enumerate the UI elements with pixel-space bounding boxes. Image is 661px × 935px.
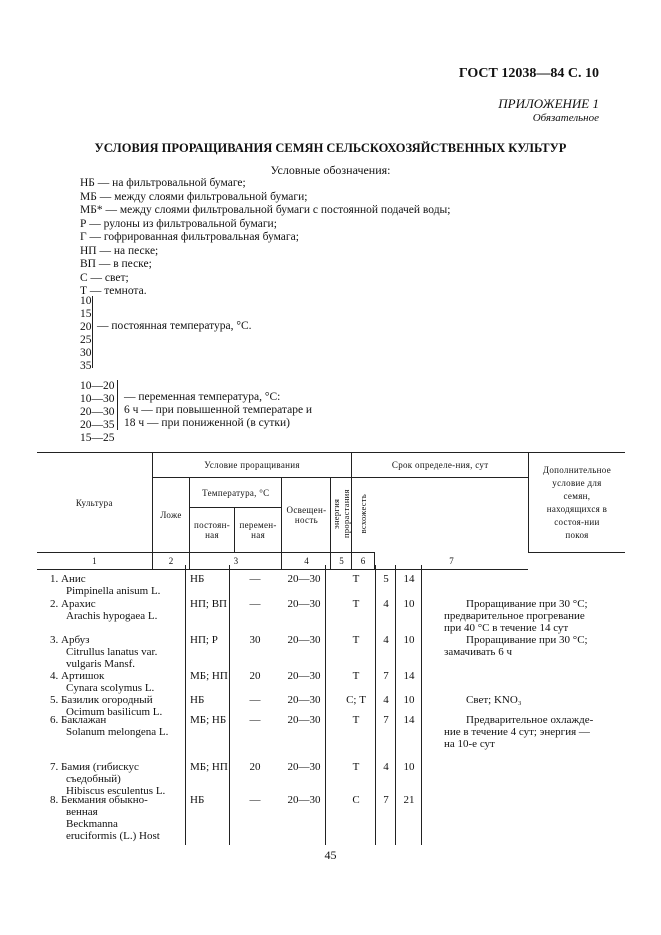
- variable-brace: [117, 380, 118, 430]
- culture-name: 4. Артишок: [50, 670, 105, 682]
- germination-cell: 14: [403, 670, 415, 682]
- temp-range: 15—25: [80, 432, 115, 444]
- temp-var-cell: 20—30: [287, 694, 321, 706]
- energy-cell: 7: [383, 670, 389, 682]
- light-cell: Т: [352, 714, 360, 726]
- culture-name: Citrullus lanatus var.: [66, 646, 158, 658]
- bed-cell: НП; ВП: [190, 598, 227, 610]
- temp-range: 20—30: [80, 406, 115, 418]
- culture-name: 7. Бамия (гибискус: [50, 761, 139, 773]
- culture-name: Pimpinella anisum L.: [66, 585, 161, 597]
- col-number: 3: [190, 553, 282, 570]
- temp-value: 30: [80, 347, 92, 359]
- extra-condition: при 40 °С в течение 14 сут: [444, 622, 569, 634]
- energy-cell: 7: [383, 794, 389, 806]
- col-number: 5: [331, 553, 352, 570]
- culture-name: Solanum melongena L.: [66, 726, 169, 738]
- germination-cell: 10: [403, 761, 415, 773]
- col-temperature-header: Температура, °С: [190, 478, 282, 508]
- culture-name: 8. Бекмания обыкно-: [50, 794, 148, 806]
- energy-cell: 4: [383, 761, 389, 773]
- light-cell: Т: [352, 598, 360, 610]
- extra-condition: замачивать 6 ч: [444, 646, 512, 658]
- bed-cell: МБ; НП: [190, 761, 228, 773]
- legend-item: Т — темнота.: [80, 285, 147, 297]
- light-cell: Т: [352, 670, 360, 682]
- culture-name: 6. Баклажан: [50, 714, 107, 726]
- temp-value: 10: [80, 295, 92, 307]
- culture-name: eruciformis (L.) Host: [66, 830, 160, 842]
- legend-item: НП — на песке;: [80, 244, 159, 257]
- culture-name: Ocimum basilicum L.: [66, 706, 163, 718]
- culture-name: 1. Анис: [50, 573, 86, 585]
- constant-temperature-label: — постоянная температура, °С.: [97, 320, 252, 332]
- bed-cell: НБ: [190, 573, 205, 585]
- col-extra-header: Дополнительное условие для семян, находящихся в состоя-нии покоя: [528, 453, 625, 553]
- col-number: 6: [352, 553, 374, 570]
- energy-cell: 4: [383, 634, 389, 646]
- page-header: ГОСТ 12038—84 С. 10: [458, 66, 599, 81]
- light-cell: Т: [352, 761, 360, 773]
- extra-condition: Проращивание при 30 °С;: [466, 598, 588, 610]
- germination-cell: 10: [403, 634, 415, 646]
- temp-var-cell: 20—30: [287, 598, 321, 610]
- legend-item: ВП — в песке;: [80, 258, 152, 270]
- col-tconst-header: постоян-ная: [190, 508, 235, 553]
- legend-title: Условные обозначения:: [270, 163, 391, 177]
- germination-cell: 10: [403, 598, 415, 610]
- culture-name: Hibiscus esculentus L.: [66, 785, 166, 797]
- temp-var-cell: 20—30: [287, 761, 321, 773]
- temp-value: 20: [80, 321, 92, 333]
- col-term-header: Срок определе-ния, сут: [352, 453, 528, 478]
- germination-cell: 14: [403, 573, 415, 585]
- germination-table: [37, 453, 625, 570]
- variable-label-line: 18 ч — при пониженной (в сутки): [124, 417, 290, 429]
- temp-const-cell: 20: [249, 670, 261, 682]
- temp-const-cell: —: [249, 598, 261, 610]
- bed-cell: МБ; НП: [190, 670, 228, 682]
- col-light-header: Освещен-ность: [282, 478, 331, 553]
- temp-value: 15: [80, 308, 92, 320]
- legend-item: Г — гофрированная фильтровальная бумага;: [80, 231, 299, 243]
- light-cell: С: [352, 794, 360, 806]
- culture-name: Cynara scolymus L.: [66, 682, 155, 694]
- culture-name: 5. Базилик огородный: [50, 694, 153, 706]
- extra-condition: Свет; KNO₃: [466, 694, 522, 706]
- culture-name: съедобный): [66, 773, 121, 785]
- col-conditions-header: Условие проращивания: [152, 453, 352, 478]
- temp-const-cell: —: [249, 714, 261, 726]
- extra-condition: предварительное прогревание: [444, 610, 585, 622]
- document-title: УСЛОВИЯ ПРОРАЩИВАНИЯ СЕМЯН СЕЛЬСКОХОЗЯЙСТВЕННЫХ КУЛЬТУР: [94, 141, 567, 155]
- constant-brace: [92, 296, 93, 368]
- constant-temperature-list: [80, 295, 92, 373]
- col-number: 1: [37, 553, 152, 570]
- culture-name: 3. Арбуз: [50, 634, 90, 646]
- germination-cell: 10: [403, 694, 415, 706]
- culture-name: vulgaris Mansf.: [66, 658, 136, 670]
- column-divider: [185, 565, 186, 845]
- temp-const-cell: —: [249, 794, 261, 806]
- col-tvar-header: перемен-ная: [234, 508, 282, 553]
- extra-condition: на 10-е сут: [444, 738, 495, 750]
- temp-var-cell: 20—30: [287, 670, 321, 682]
- temp-var-cell: 20—30: [287, 714, 321, 726]
- light-cell: Т: [352, 573, 360, 585]
- culture-name: венная: [66, 806, 98, 818]
- temp-range: 10—30: [80, 393, 115, 405]
- culture-name: Beckmanna: [66, 818, 118, 830]
- temp-range: 10—20: [80, 380, 115, 392]
- legend-item: МБ* — между слоями фильтровальной бумаги с постоянной подачей воды;: [80, 204, 451, 216]
- page-number: 45: [324, 848, 337, 862]
- energy-cell: 5: [383, 573, 389, 585]
- appendix-label: ПРИЛОЖЕНИЕ 1: [498, 96, 599, 111]
- col-germination-header: всхожесть: [352, 478, 374, 553]
- culture-name: 2. Арахис: [50, 598, 96, 610]
- legend-item: С — свет;: [80, 271, 129, 284]
- light-cell: С; Т: [346, 694, 366, 706]
- temp-var-cell: 20—30: [287, 634, 321, 646]
- variable-label-line: — переменная температура, °С:: [124, 391, 281, 403]
- col-number: 7: [374, 553, 528, 570]
- col-bed-header: Ложе: [152, 478, 190, 553]
- extra-condition: ние в течение 4 сут; энергия —: [444, 726, 590, 738]
- energy-cell: 4: [383, 694, 389, 706]
- legend-item: МБ — между слоями фильтровальной бумаги;: [80, 190, 308, 203]
- culture-name: Arachis hypogaea L.: [66, 610, 158, 622]
- legend-item: НБ — на фильтровальной бумаге;: [80, 177, 246, 189]
- variable-temperature-list: [80, 380, 115, 445]
- germination-cell: 14: [403, 714, 415, 726]
- energy-cell: 4: [383, 598, 389, 610]
- bed-cell: НБ: [190, 794, 205, 806]
- temp-var-cell: 20—30: [287, 573, 321, 585]
- temp-const-cell: —: [249, 694, 261, 706]
- appendix-status: Обязательное: [532, 112, 599, 124]
- temp-value: 35: [80, 360, 92, 372]
- temp-range: 20—35: [80, 419, 115, 431]
- variable-label-line: 6 ч — при повышенной температаре и: [124, 404, 313, 416]
- bed-cell: НП; Р: [190, 634, 218, 646]
- extra-condition: Проращивание при 30 °С;: [466, 634, 588, 646]
- legend-item: Р — рулоны из фильтровальной бумаги;: [80, 217, 277, 230]
- temp-var-cell: 20—30: [287, 794, 321, 806]
- light-cell: Т: [352, 634, 360, 646]
- col-culture-header: Культура: [37, 453, 152, 553]
- temp-const-cell: 30: [249, 634, 261, 646]
- bed-cell: НБ: [190, 694, 205, 706]
- temp-const-cell: —: [249, 573, 261, 585]
- temp-const-cell: 20: [249, 761, 261, 773]
- col-energy-header: энергия прорастания: [331, 478, 352, 553]
- germination-cell: 21: [403, 794, 415, 806]
- legend-list: [80, 177, 450, 299]
- bed-cell: МБ; НБ: [190, 714, 227, 726]
- col-number: 2: [152, 553, 190, 570]
- extra-condition: Предварительное охлажде-: [466, 714, 594, 726]
- variable-temperature-label: [124, 391, 312, 430]
- temp-value: 25: [80, 334, 92, 346]
- col-number: 4: [282, 553, 331, 570]
- energy-cell: 7: [383, 714, 389, 726]
